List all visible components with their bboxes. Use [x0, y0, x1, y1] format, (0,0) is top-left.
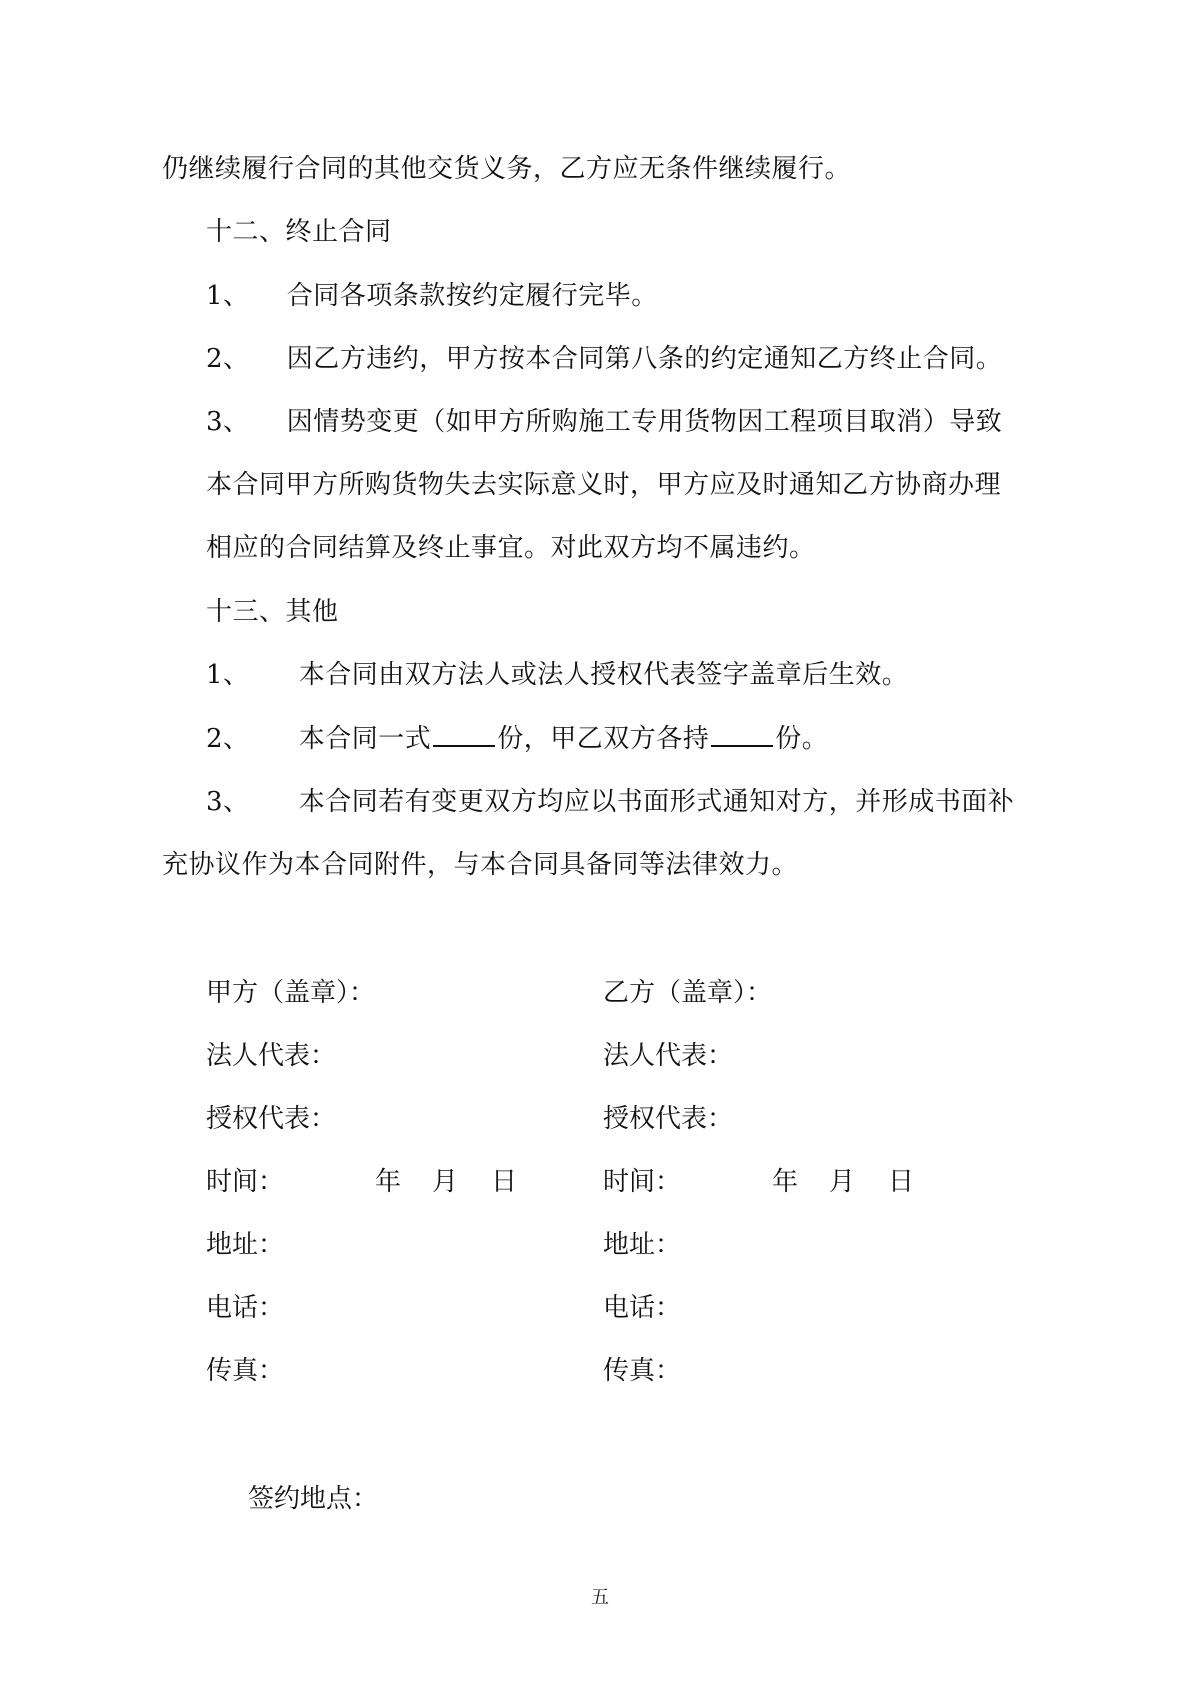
page-number: 五: [591, 1587, 609, 1608]
section-13-item-2: [206, 721, 828, 756]
item-number: 2、: [206, 344, 250, 374]
party-a-day: 日: [491, 1167, 518, 1197]
party-a-time: 时间：: [206, 1167, 285, 1197]
item-number: 3、: [206, 407, 250, 437]
section-12-item-1: [206, 279, 658, 313]
item-number: 1、: [206, 660, 250, 690]
section-12-item-3: [206, 405, 1002, 439]
section-13-item-3: [206, 785, 1014, 819]
party-b-month: 月: [829, 1167, 856, 1197]
party-b-fax: 传真：: [603, 1356, 682, 1386]
item-text: 因乙方违约，甲方按本合同第八条的约定通知乙方终止合同。: [286, 344, 1003, 374]
party-a-phone: 电话：: [206, 1293, 285, 1323]
section-13-heading: 十三、其他: [206, 597, 339, 627]
party-b-time: 时间：: [603, 1167, 682, 1197]
item-number: 1、: [206, 281, 250, 311]
party-b-day: 日: [888, 1167, 915, 1197]
item-text-b: 份，甲乙双方各持: [497, 724, 710, 754]
party-a-year: 年: [375, 1167, 402, 1197]
party-b-seal: 乙方（盖章）：: [603, 978, 773, 1008]
party-b-phone: 电话：: [603, 1293, 682, 1323]
item-number: 2、: [206, 724, 250, 754]
item-text: 因情势变更（如甲方所购施工专用货物因工程项目取消）导致: [286, 407, 1003, 437]
section-12-heading: 十二、终止合同: [206, 217, 392, 247]
item-number: 3、: [206, 787, 250, 817]
section-13-item-3-cont-1: 充协议作为本合同附件，与本合同具备同等法律效力。: [162, 850, 799, 880]
party-b-year: 年: [772, 1167, 799, 1197]
party-b-address: 地址：: [603, 1230, 682, 1260]
item-text: 本合同由双方法人或法人授权代表签字盖章后生效。: [298, 660, 909, 690]
party-a-seal: 甲方（盖章）：: [206, 978, 376, 1008]
party-a-address: 地址：: [206, 1230, 285, 1260]
party-b-auth-rep: 授权代表：: [603, 1104, 734, 1134]
party-b-legal-rep: 法人代表：: [603, 1041, 734, 1071]
item-text: 合同各项条款按约定履行完毕。: [286, 281, 658, 311]
section-12-item-3-cont-1: 本合同甲方所购货物失去实际意义时，甲方应及时通知乙方协商办理: [206, 470, 1002, 500]
copies-total-blank[interactable]: [433, 721, 495, 747]
item-text-a: 本合同一式: [298, 724, 432, 754]
item-text-c: 份。: [775, 724, 829, 754]
item-text: 本合同若有变更双方均应以书面形式通知对方，并形成书面补: [298, 787, 1015, 817]
party-a-legal-rep: 法人代表：: [206, 1041, 337, 1071]
party-a-month: 月: [432, 1167, 459, 1197]
signing-place: 签约地点：: [248, 1484, 379, 1514]
section-12-item-3-cont-2: 相应的合同结算及终止事宜。对此双方均不属违约。: [206, 533, 816, 563]
section-12-item-2: [206, 342, 1002, 376]
party-a-auth-rep: 授权代表：: [206, 1104, 337, 1134]
copies-each-blank[interactable]: [711, 721, 773, 747]
paragraph-continuation: 仍继续履行合同的其他交货义务，乙方应无条件继续履行。: [162, 154, 852, 184]
section-13-item-1: [206, 658, 908, 692]
party-a-fax: 传真：: [206, 1356, 285, 1386]
